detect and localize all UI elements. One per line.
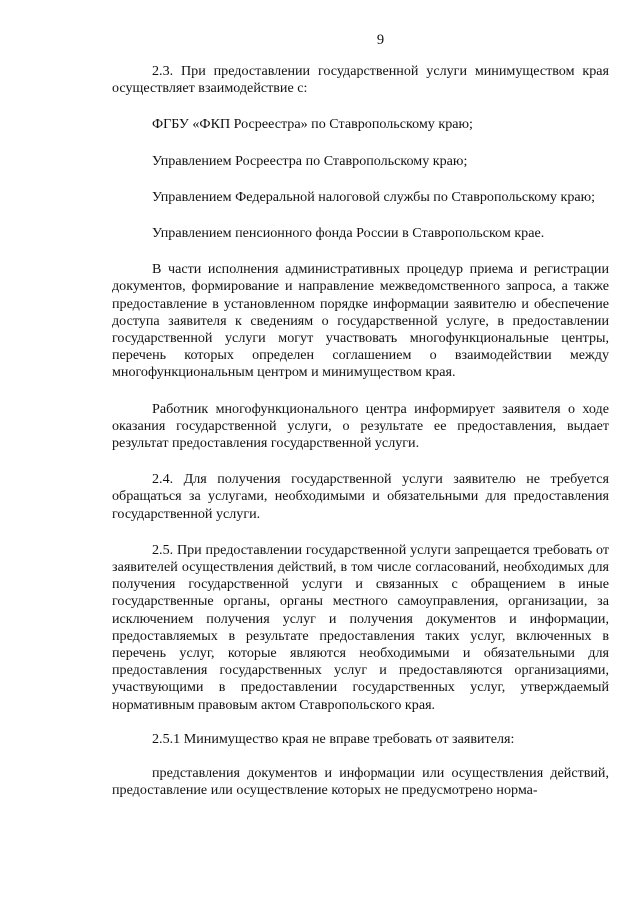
- paragraph-mfc-participation: В части исполнения административных процедур приема и регистрации документов, формирование и направление межведомственного запроса, а также предоставление в установленном порядке информации заявителю и обеспечение доступа заявителя к сведениям о государственной услуге, в предоставлении государственной услуги могут участвовать многофункциональные центры, перечень которых определен соглашением о взаимодействии между многофункциональным центром и минимуществом края.: [112, 261, 609, 381]
- paragraph-2-4: 2.4. Для получения государственной услуги заявителю не требуется обращаться за услугами, необходимыми и обязательными для предоставления государственной услуги.: [112, 471, 609, 522]
- paragraph-pension-fund: Управлением пенсионного фонда России в Ставропольском крае.: [152, 225, 545, 242]
- paragraph-2-5-1: 2.5.1 Минимущество края не вправе требовать от заявителя:: [152, 730, 515, 747]
- paragraph-2-3-intro: 2.3. При предоставлении государственной услуги минимуществом края осуществляет взаимодействие с:: [112, 63, 609, 97]
- paragraph-rosreestr: Управлением Росреестра по Ставропольскому краю;: [152, 152, 468, 169]
- paragraph-mfc-worker: Работник многофункционального центра информирует заявителя о ходе оказания государственной услуги, о результате ее предоставления, выдает результат предоставления государственной услуги.: [112, 400, 609, 452]
- paragraph-tax-service: Управлением Федеральной налоговой службы по Ставропольскому краю;: [152, 188, 596, 205]
- paragraph-documents-requirement: представления документов и информации или осуществления действий, предоставление или осуществление которых не предусмотрено норма-: [112, 765, 609, 799]
- page-number: 9: [376, 32, 385, 48]
- paragraph-2-5: 2.5. При предоставлении государственной услуги запрещается требовать от заявителей осуществления действий, в том числе согласований, необходимых для получения государственной услуги и связанных с обращением в иные государственные органы, органы местного самоуправления, организации, за исключением получения услуг и получения документов и информации, предоставляемых в результате предоставления таких услуг, включенных в перечень услуг, которые являются необходимыми и обязательными для предоставления государственных услуг и предоставляются организациями, участвующими в предоставлении государственных услуг, утверждаемый нормативным правовым актом Ставропольского края.: [112, 541, 609, 713]
- paragraph-fgbu-fkp: ФГБУ «ФКП Росреестра» по Ставропольскому краю;: [152, 116, 473, 133]
